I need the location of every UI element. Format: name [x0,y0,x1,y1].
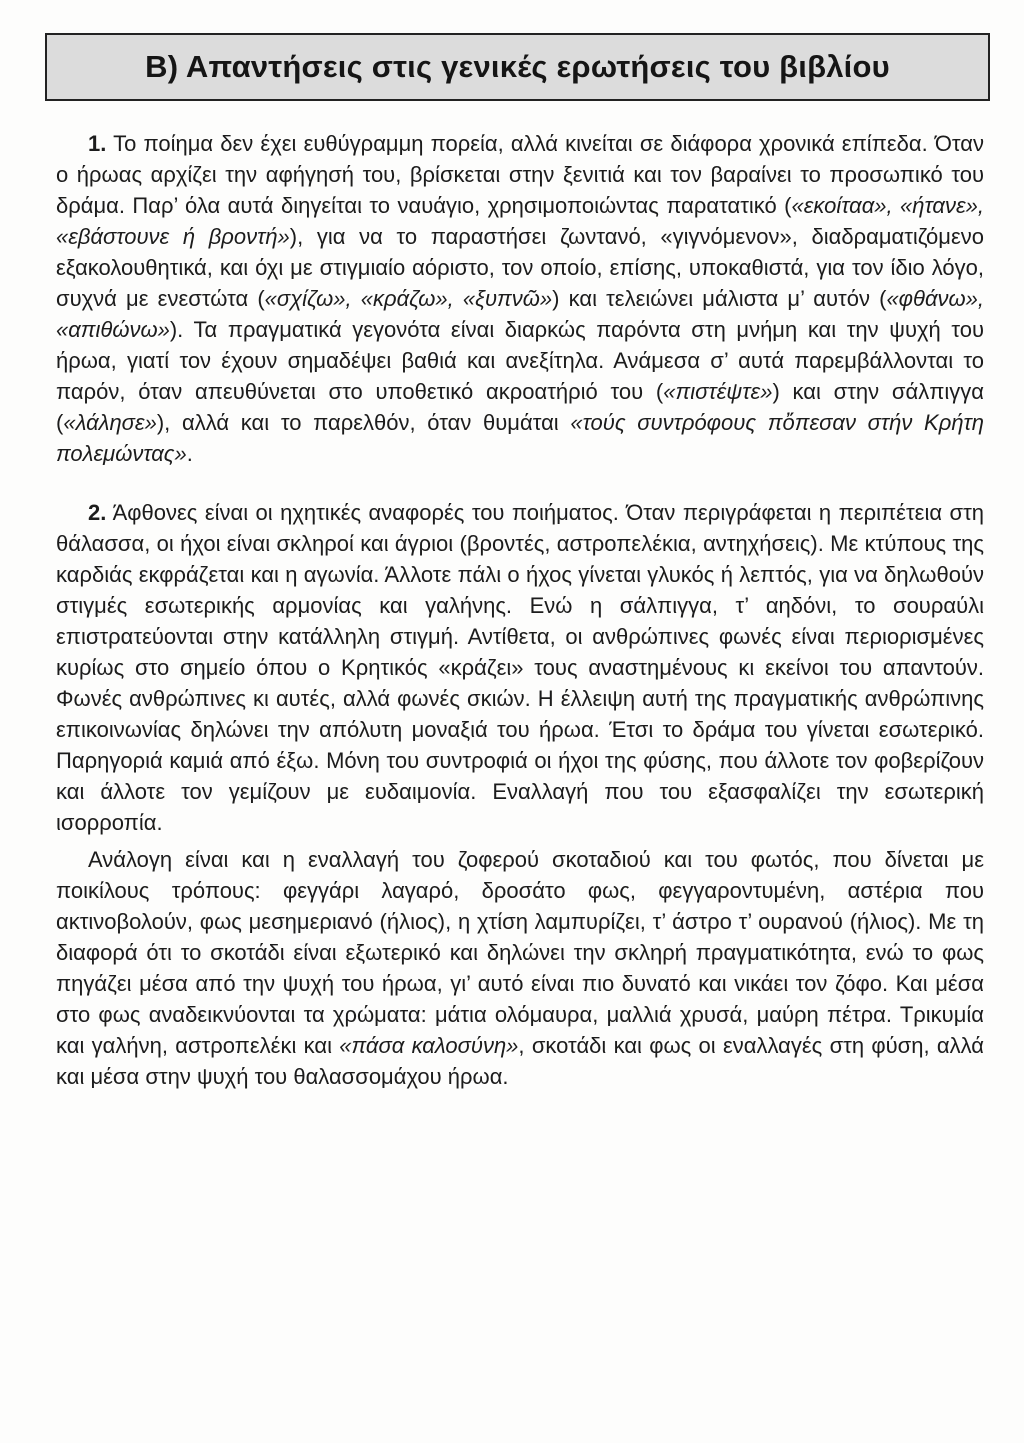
quote-segment: «εκοίταα», «ήτανε», «εβάστουνε ή βροντή» [56,193,984,249]
answer-number-2: 2. [88,500,107,525]
answer-paragraph-1 [56,128,984,469]
answer-paragraph-2-continued [56,844,984,1092]
quote-segment: «φθάνω», «απιθώνω» [56,286,984,342]
answers-content [56,128,984,1092]
text-segment: ), αλλά και το παρελθόν, όταν θυμάται [156,410,571,435]
text-segment: Άφθονες είναι οι ηχητικές αναφορές του ποιήματος. Όταν περιγράφεται η περιπέτεια στη θάλασσα, οι ήχοι είναι σκληροί και άγριοι (βροντές, αστροπελέκια, αντηχήσεις). Με κτύπους της καρδιάς εκφράζεται και η αγωνία. Άλλοτε πάλι ο ήχος γίνεται γλυκός ή λεπτός, για να δηλωθούν στιγμές εσωτερικής αρμονίας και γαλήνης. Ενώ η σάλπιγγα, τ’ αηδόνι, το σουραύλι επιστρατεύονται στην κατάλληλη στιγμή. Αντίθετα, οι ανθρώπινες φωνές είναι περιορισμένες κυρίως στο σημείο όπου ο Κρητικός «κράζει» τους αναστημένους κι εκείνοι του απαντούν. Φωνές ανθρώπινες κι αυτές, αλλά φωνές σκιών. Η έλλειψη αυτή της πραγματικής ανθρώπινης επικοινωνίας δηλώνει την απόλυτη μοναξιά του ήρωα. Έτσι το δράμα του γίνεται εσωτερικό. Παρηγοριά καμιά από έξω. Μόνη του συντροφιά οι ήχοι της φύσης, που άλλοτε τον φοβερίζουν και άλλοτε τον γεμίζουν με ευδαιμονία. Εναλλαγή που του εξασφαλίζει την εσωτερική ισορροπία. [56,500,984,835]
section-title: Β) Απαντήσεις στις γενικές ερωτήσεις του βιβλίου [145,49,890,84]
quote-segment: «τούς συντρόφους πὄπεσαν στήν Κρήτη πολεμώντας» [56,410,984,466]
text-segment: . [186,441,193,466]
text-segment: Το ποίημα δεν έχει ευθύγραμμη πορεία, αλλά κινείται σε διάφορα χρονικά επίπεδα. Όταν ο ήρωας αρχίζει την αφήγησή του, βρίσκεται στην ξενιτιά και τον βαραίνει το προσωπικό του δράμα. Παρ’ όλα αυτά διηγείται το ναυάγιο, χρησιμοποιώντας παρατατικό ( [56,131,984,218]
quote-segment: «σχίζω», «κράζω», «ξυπνῶ» [264,286,553,311]
quote-segment: «πάσα καλοσύνη» [339,1033,519,1058]
text-segment: Ανάλογη είναι και η εναλλαγή του ζοφερού σκοταδιού και του φωτός, που δίνεται με ποικίλους τρόπους: φεγγάρι λαγαρό, δροσάτο φως, φεγγαροντυμένη, αστέρια που ακτινοβολούν, φως μεσημεριανό (ήλιος), η χτίση λαμπυρίζει, τ’ άστρο τ’ ουρανού (ήλιος). Με τη διαφορά ότι το σκοτάδι είναι εξωτερικό και δηλώνει την σκληρή πραγματικότητα, ενώ το φως πηγάζει μέσα από την ψυχή του ήρωα, γι’ αυτό είναι πιο δυνατό και νικάει τον ζόφο. Και μέσα στο φως αναδεικνύονται τα χρώματα: μάτια ολόμαυρα, μαλλιά χρυσά, μαύρη πέτρα. Τρικυμία και γαλήνη, αστροπελέκι και [56,847,984,1058]
text-segment: , σκοτάδι και φως οι εναλλαγές στη φύση, αλλά και μέσα στην ψυχή του θαλασσομάχου ήρωα. [56,1033,984,1089]
text-segment: ). Τα πραγματικά γεγονότα είναι διαρκώς παρόντα στη μνήμη και την ψυχή του ήρωα, γιατί τον έχουν σημαδέψει βαθιά και ανεξίτηλα. Ανάμεσα σ’ αυτά παρεμβάλλονται το παρόν, όταν απευθύνεται στο υποθετικό ακροατήριό του ( [56,317,984,404]
text-segment: ) και τελειώνει μάλιστα μ’ αυτόν ( [552,286,887,311]
text-segment: ), για να το παραστήσει ζωντανό, «γιγνόμενον», διαδραματιζόμενο εξακολουθητικά, και όχι με στιγμιαίο αόριστο, τον οποίο, επίσης, υποκαθιστά, για τον ίδιο λόγο, συχνά με ενεστώτα ( [56,224,984,311]
quote-segment: «λάλησε» [63,410,157,435]
answer-paragraph-2 [56,497,984,838]
text-segment: ) και στην σάλπιγγα ( [56,379,984,435]
answer-number-1: 1. [88,131,107,156]
section-header-box [45,33,990,101]
quote-segment: «πιστέψτε» [663,379,773,404]
